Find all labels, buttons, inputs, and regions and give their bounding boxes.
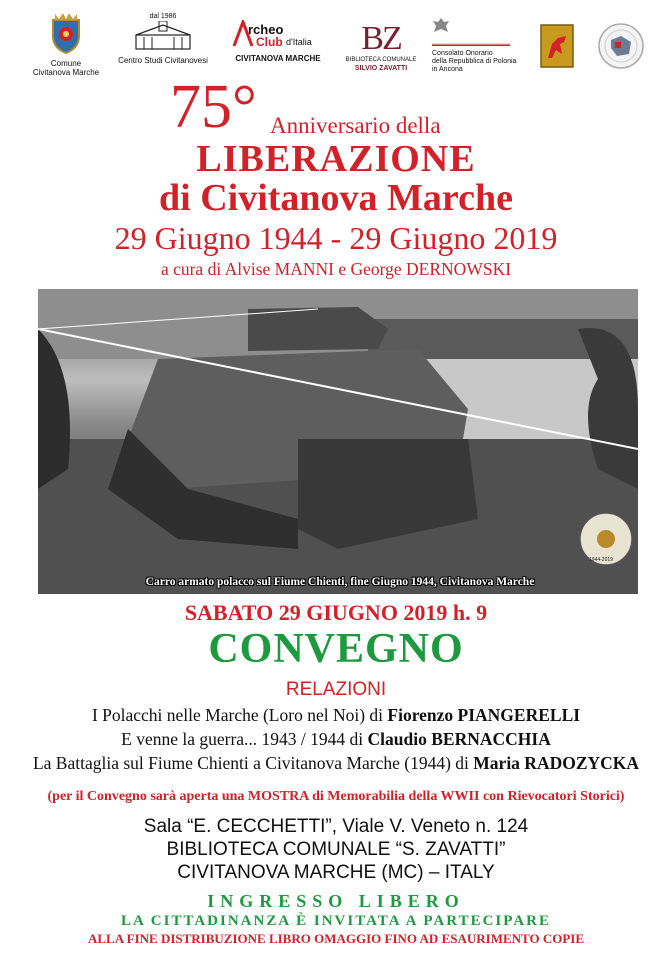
event-date: SABATO 29 GIUGNO 2019 h. 9	[184, 600, 488, 625]
archeo-word: rcheo	[248, 22, 284, 37]
archeo-club-logo	[228, 20, 328, 63]
association-seal	[596, 22, 646, 75]
centro-studi-logo	[118, 12, 208, 65]
mostra-note: (per il Convegno sarà aperta una MOSTRA di Memorabilia della WWII con Rievocatori Storici)	[47, 789, 625, 804]
venue-line2: BIBLIOTECA COMUNALE “S. ZAVATTI”	[166, 839, 506, 860]
talk-item	[0, 704, 672, 726]
tank-photo	[38, 289, 638, 594]
liberazione-title: LIBERAZIONE	[196, 138, 476, 180]
centro-studi-name: Centro Studi Civitanovesi	[118, 56, 208, 65]
libro-line: ALLA FINE DISTRIBUZIONE LIBRO OMAGGIO FINO AD ESAURIMENTO COPIE	[87, 931, 584, 946]
consolato-line2: della Repubblica di Polonia	[432, 58, 517, 65]
talk-speaker: Maria RADOZYCKA	[473, 753, 640, 773]
comune-line2: Civitanova Marche	[32, 68, 100, 77]
club-word: Club	[256, 35, 283, 49]
talk-speaker: Fiorenzo PIANGERELLI	[387, 705, 581, 725]
consolato-line3: in Ancona	[432, 66, 463, 73]
talk-speaker: Claudio BERNACCHIA	[367, 729, 551, 749]
dates-line: 29 Giugno 1944 - 29 Giugno 2019	[114, 220, 558, 256]
venue-line3: CIVITANOVA MARCHE (MC) – ITALY	[177, 862, 495, 883]
curated-prefix: a cura di Alvise	[160, 259, 275, 279]
building-icon	[128, 21, 198, 51]
anniversary-number: 75°	[170, 73, 257, 141]
biblioteca-logo	[345, 22, 417, 73]
talk-item	[0, 728, 672, 750]
city-title: di Civitanova Marche	[159, 177, 513, 219]
horse-emblem-icon	[540, 24, 574, 68]
round-seal-icon	[597, 22, 645, 70]
polish-eagle-icon	[432, 16, 450, 36]
curated-mid: e George	[333, 259, 407, 279]
regional-emblem	[538, 24, 576, 73]
comune-line1: Comune	[50, 59, 82, 68]
talk-topic: La Battaglia sul Fiume Chienti a Civitanova Marche (1944) di	[32, 753, 474, 773]
talk-item	[0, 752, 672, 774]
centro-studi-since: dal 1986	[149, 13, 177, 20]
convegno-title: CONVEGNO	[208, 626, 464, 672]
polish-flag-bar	[432, 43, 510, 46]
talk-topic: I Polacchi nelle Marche (Loro nel Noi) di	[91, 705, 388, 725]
ingresso-libero: INGRESSO LIBERO	[207, 891, 465, 911]
biblioteca-line1: BIBLIOTECA COMUNALE	[345, 57, 417, 63]
comune-logo	[30, 12, 102, 77]
curator-dernowski: DERNOWSKI	[406, 259, 512, 279]
bz-mark: BZ	[361, 20, 401, 57]
anniversary-text: Anniversario della	[270, 113, 441, 138]
venue-line1: Sala “E. CECCHETTI”, Viale V. Veneto n. 124	[143, 816, 529, 837]
curator-manni: MANNI	[274, 259, 334, 279]
photo-caption: Carro armato polacco sul Fiume Chienti, fine Giugno 1944, Civitanova Marche	[145, 576, 535, 588]
relazioni-heading: RELAZIONI	[285, 679, 387, 700]
biblioteca-line2: SILVIO ZAVATTI	[354, 65, 408, 72]
archeo-place: CIVITANOVA MARCHE	[235, 54, 321, 63]
coat-of-arms-icon	[49, 12, 83, 54]
consolato-logo	[432, 16, 532, 74]
curated-line	[0, 259, 672, 279]
archeo-suffix: d'Italia	[286, 37, 312, 47]
seal-year: 1944-2019	[589, 557, 613, 563]
consolato-line1: Consolato Onorario	[432, 50, 493, 57]
invito-line: LA CITTADINANZA È INVITATA A PARTECIPARE	[121, 913, 551, 929]
tank-illustration	[38, 289, 638, 594]
talk-topic: E venne la guerra... 1943 / 1944 di	[121, 729, 368, 749]
